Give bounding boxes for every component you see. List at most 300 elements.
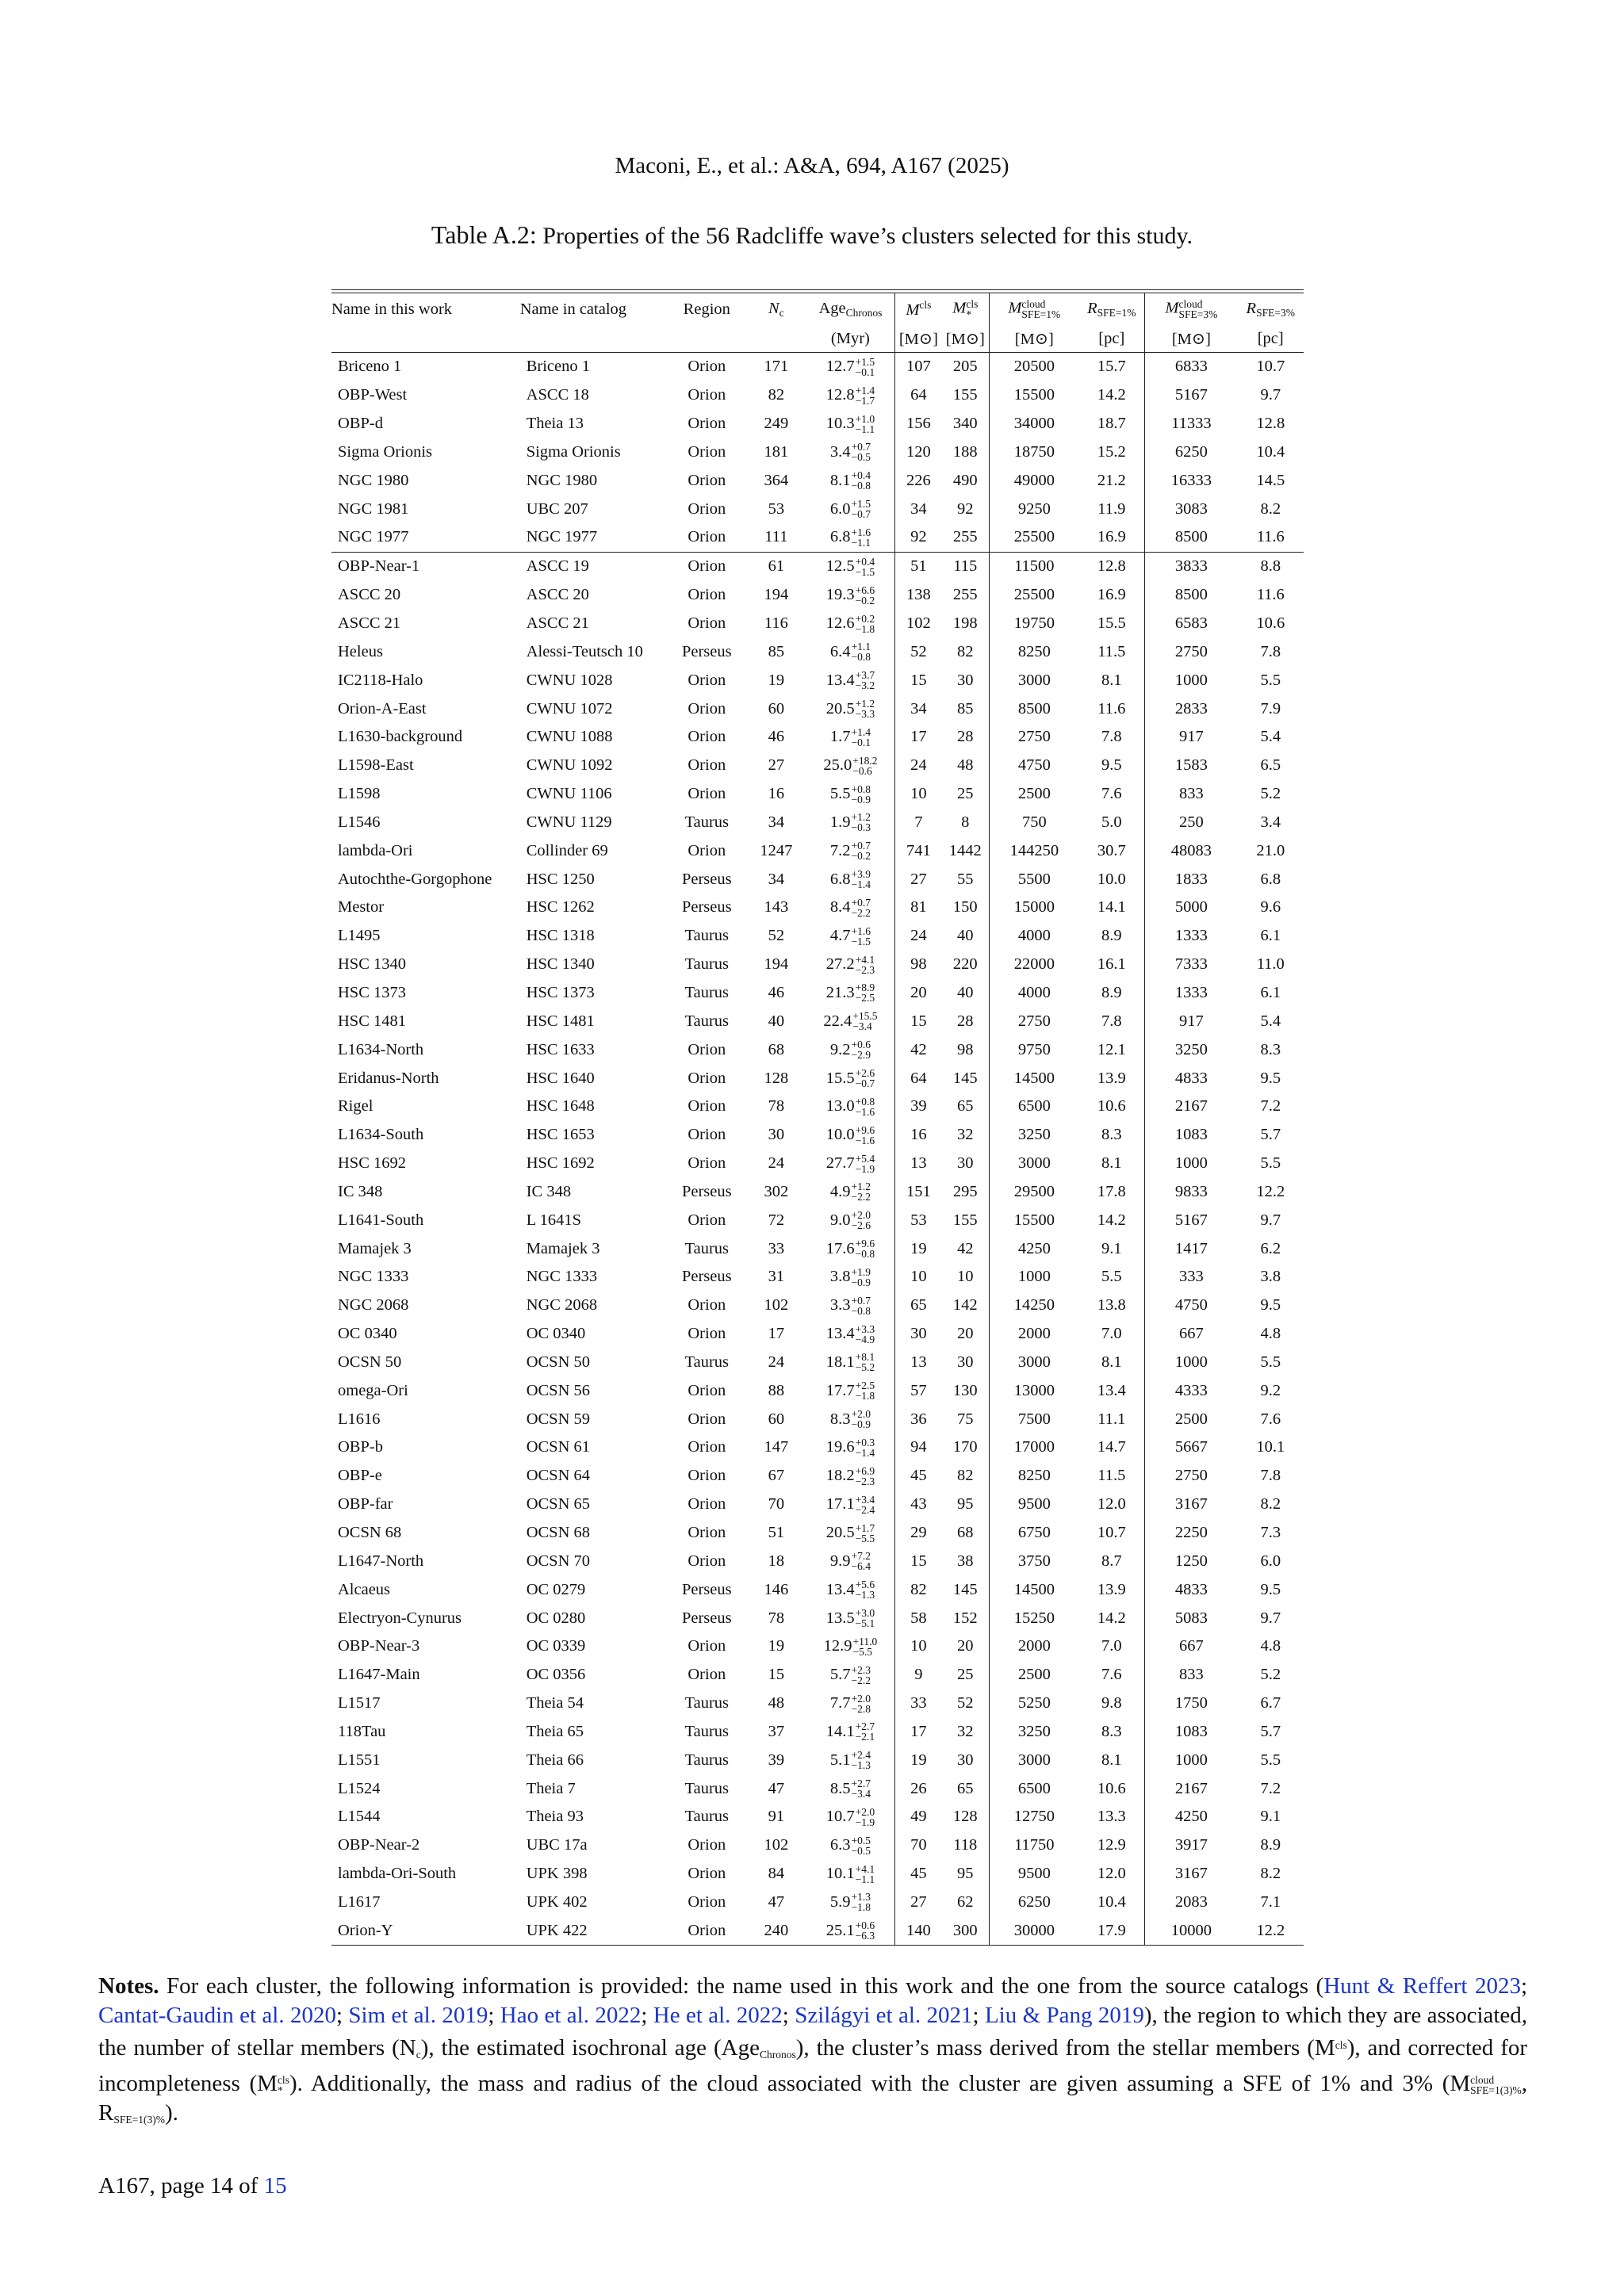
cell-r3: 6.7 bbox=[1260, 1694, 1281, 1712]
cell-mstar: 92 bbox=[957, 499, 974, 518]
cell-name-catalog: OCSN 65 bbox=[526, 1495, 590, 1513]
cell-mcloud1: 2750 bbox=[990, 1007, 1079, 1035]
cell-mstar: 95 bbox=[957, 1495, 974, 1513]
cell-nc: 34 bbox=[768, 813, 785, 831]
cell-mcloud3: 1833 bbox=[1145, 865, 1238, 894]
cell-name-catalog: ASCC 20 bbox=[526, 586, 589, 604]
cell-mcloud3: 1083 bbox=[1145, 1121, 1238, 1150]
cell-name-catalog: OCSN 59 bbox=[526, 1410, 590, 1428]
cell-mstar: 30 bbox=[957, 1154, 974, 1173]
cell-region: Orion bbox=[688, 1296, 726, 1314]
unit-r3: [pc] bbox=[1238, 325, 1304, 353]
citation-link[interactable]: Liu & Pang 2019 bbox=[984, 2003, 1144, 2028]
cell-nc: 27 bbox=[768, 756, 785, 775]
cell-name-catalog: Sigma Orionis bbox=[526, 442, 621, 461]
citation-link[interactable]: Sim et al. 2019 bbox=[348, 2003, 488, 2028]
cell-mcloud3: 250 bbox=[1145, 809, 1238, 837]
unit-r1: [pc] bbox=[1078, 325, 1144, 353]
table-row bbox=[331, 894, 1304, 922]
cell-r1: 14.2 bbox=[1097, 1609, 1126, 1627]
cell-mstar: 1442 bbox=[948, 841, 982, 859]
cell-r3: 7.1 bbox=[1260, 1892, 1281, 1911]
col-r3: $R_{SFE=3\%}$ bbox=[1246, 299, 1295, 319]
table-row bbox=[331, 780, 1304, 809]
cell-mcloud1: 750 bbox=[990, 809, 1079, 837]
cell-mstar: 82 bbox=[957, 1467, 974, 1485]
cell-name-work: Heleus bbox=[338, 642, 383, 660]
cell-region: Orion bbox=[688, 1467, 726, 1485]
cell-name-catalog: ASCC 21 bbox=[526, 614, 589, 633]
cell-name-catalog: OC 0339 bbox=[526, 1637, 586, 1655]
notes-heading: Notes. bbox=[98, 1973, 159, 1999]
cell-r1: 10.4 bbox=[1097, 1892, 1126, 1911]
cell-mcls: 13 bbox=[895, 1349, 941, 1377]
cell-mcloud1: 3000 bbox=[990, 1349, 1079, 1377]
cell-region: Orion bbox=[688, 1495, 726, 1513]
cell-mcls: 120 bbox=[895, 438, 941, 467]
cell-mcls: 34 bbox=[895, 695, 941, 723]
cell-age: 8.4 +0.7 −2.2 bbox=[829, 896, 871, 919]
cell-mstar: 20 bbox=[957, 1325, 974, 1343]
cell-mcls: 24 bbox=[895, 922, 941, 951]
cell-nc: 19 bbox=[768, 671, 785, 689]
cell-region: Orion bbox=[688, 1325, 726, 1343]
cell-mcloud1: 7500 bbox=[990, 1405, 1079, 1433]
cell-r1: 8.1 bbox=[1101, 1353, 1122, 1371]
cell-r3: 7.8 bbox=[1260, 642, 1281, 660]
cell-r1: 11.9 bbox=[1097, 499, 1126, 518]
cell-nc: 91 bbox=[768, 1808, 785, 1826]
cell-name-catalog: OCSN 70 bbox=[526, 1552, 590, 1570]
cell-region: Orion bbox=[688, 614, 726, 633]
cell-name-work: OCSN 50 bbox=[338, 1353, 402, 1371]
table-row bbox=[331, 1064, 1304, 1093]
cell-mcloud1: 12750 bbox=[990, 1803, 1079, 1831]
table-body bbox=[331, 353, 1304, 1946]
cell-age: 8.5 +2.7 −3.4 bbox=[829, 1777, 871, 1800]
cell-r1: 7.0 bbox=[1101, 1637, 1122, 1655]
cell-mcloud3: 2167 bbox=[1145, 1774, 1238, 1803]
table-row bbox=[331, 666, 1304, 695]
cell-age: 15.5 +2.6 −0.7 bbox=[825, 1067, 875, 1090]
col-name-work: Name in this work bbox=[331, 300, 453, 318]
table-row bbox=[331, 1121, 1304, 1150]
cell-name-work: ASCC 20 bbox=[338, 586, 401, 604]
cell-mcloud1: 22000 bbox=[990, 951, 1079, 979]
cell-age: 9.0 +2.0 −2.6 bbox=[829, 1209, 871, 1232]
cell-r3: 8.8 bbox=[1238, 552, 1304, 580]
cell-age: 9.9 +7.2 −6.4 bbox=[829, 1550, 871, 1573]
cell-region: Orion bbox=[688, 1637, 726, 1655]
table-row bbox=[331, 438, 1304, 467]
cell-mcloud1: 29500 bbox=[990, 1177, 1079, 1206]
col-mstar: M cls * bbox=[952, 298, 979, 320]
cell-region: Orion bbox=[688, 1666, 726, 1684]
cell-region: Taurus bbox=[684, 1353, 730, 1371]
cell-mcloud1: 3000 bbox=[990, 1150, 1079, 1178]
cell-age: 18.1 +8.1 −5.2 bbox=[825, 1351, 875, 1374]
cell-name-work: L1616 bbox=[338, 1410, 381, 1428]
cell-region: Orion bbox=[688, 528, 726, 546]
cell-mstar: 145 bbox=[952, 1580, 978, 1598]
cell-r1: 5.5 bbox=[1101, 1268, 1122, 1286]
cell-mcloud1: 2000 bbox=[990, 1320, 1079, 1349]
cell-nc: 19 bbox=[768, 1637, 785, 1655]
cell-name-catalog: UPK 422 bbox=[520, 1916, 668, 1945]
cell-mstar: 55 bbox=[957, 870, 974, 888]
cell-age: 19.6 +0.3 −1.4 bbox=[825, 1436, 875, 1459]
cell-nc: 70 bbox=[768, 1495, 785, 1513]
cell-age: 3.4 +0.7 −0.5 bbox=[829, 441, 871, 464]
cell-name-work: IC2118-Halo bbox=[338, 671, 423, 689]
cell-name-work: OBP-far bbox=[338, 1495, 393, 1513]
cell-nc: 52 bbox=[768, 927, 785, 945]
cell-age: 6.4 +1.1 −0.8 bbox=[829, 641, 871, 664]
cell-region: Perseus bbox=[681, 1182, 732, 1200]
cell-mcloud1: 5250 bbox=[990, 1689, 1079, 1718]
cell-mcloud3: 1750 bbox=[1145, 1689, 1238, 1718]
cell-mstar: 62 bbox=[957, 1892, 974, 1911]
cell-name-work: L1495 bbox=[338, 927, 381, 945]
cell-mcls: 64 bbox=[895, 1064, 941, 1093]
cell-r1: 7.0 bbox=[1101, 1325, 1122, 1343]
cell-mcloud3: 6250 bbox=[1145, 438, 1238, 467]
running-head: Maconi, E., et al.: A&A, 694, A167 (2025) bbox=[615, 153, 1009, 178]
cell-age: 6.8 +1.6 −1.1 bbox=[829, 526, 871, 549]
cell-nc: 24 bbox=[768, 1154, 785, 1173]
cell-mcloud1: 2000 bbox=[990, 1632, 1079, 1661]
cell-r3: 5.5 bbox=[1260, 1154, 1281, 1173]
cell-name-catalog: ASCC 19 bbox=[520, 552, 668, 580]
cell-name-work: L1524 bbox=[338, 1779, 381, 1797]
table-row bbox=[331, 1007, 1304, 1035]
cluster-properties-table bbox=[331, 289, 1304, 1946]
col-name-catalog: Name in catalog bbox=[519, 300, 627, 318]
cell-region: Taurus bbox=[684, 1012, 730, 1030]
table-row bbox=[331, 1405, 1304, 1433]
cell-mcls: 27 bbox=[895, 1888, 941, 1917]
cell-r1: 30.7 bbox=[1097, 841, 1126, 859]
cell-r3: 10.1 bbox=[1256, 1438, 1285, 1456]
cell-mcloud1: 3250 bbox=[990, 1121, 1079, 1150]
cell-r3: 3.4 bbox=[1260, 813, 1281, 831]
cell-nc: 33 bbox=[768, 1239, 785, 1257]
citation-link[interactable]: Hunt & Reffert 2023 bbox=[1323, 1973, 1521, 1999]
page-footer: A167, page 14 of 15 bbox=[98, 2173, 287, 2198]
cell-mcls: 10 bbox=[895, 1632, 941, 1661]
cell-mcls: 27 bbox=[895, 865, 941, 894]
table-row bbox=[331, 1575, 1304, 1604]
cell-age: 8.1 +0.4 −0.8 bbox=[829, 469, 871, 492]
cell-mcloud1: 15500 bbox=[990, 1206, 1079, 1234]
cell-r3: 5.5 bbox=[1260, 671, 1281, 689]
cell-age: 4.7 +1.6 −1.5 bbox=[829, 924, 871, 947]
cell-mstar: 170 bbox=[952, 1438, 978, 1456]
table-row bbox=[331, 581, 1304, 610]
cell-name-work: NGC 1980 bbox=[338, 471, 409, 489]
cell-region: Perseus bbox=[681, 1609, 732, 1627]
unit-mcloud3: [M⊙] bbox=[1145, 325, 1238, 353]
cell-mstar: 300 bbox=[941, 1916, 989, 1945]
cell-region: Orion bbox=[688, 471, 726, 489]
cell-mcloud3: 3250 bbox=[1145, 1035, 1238, 1064]
cell-nc: 249 bbox=[764, 415, 789, 433]
cell-mstar: 145 bbox=[952, 1069, 978, 1087]
cell-mcloud3: 48083 bbox=[1145, 836, 1238, 865]
cell-mcloud1: 15000 bbox=[990, 894, 1079, 922]
cell-name-work: Electryon-Cynurus bbox=[338, 1609, 462, 1627]
table-row bbox=[331, 523, 1304, 552]
cell-region: Taurus bbox=[684, 1751, 730, 1769]
table-row bbox=[331, 1831, 1304, 1860]
cell-mcloud3: 2833 bbox=[1145, 695, 1238, 723]
cell-mstar: 10 bbox=[957, 1268, 974, 1286]
cell-mcloud1: 8250 bbox=[990, 637, 1079, 666]
cell-name-catalog: OCSN 68 bbox=[526, 1524, 590, 1542]
cell-mcls: 51 bbox=[895, 552, 941, 580]
cell-name-catalog: Collinder 69 bbox=[526, 841, 608, 859]
cell-mcloud1: 3750 bbox=[990, 1547, 1079, 1575]
cell-r3: 7.2 bbox=[1260, 1097, 1281, 1115]
cell-mcls: 102 bbox=[895, 610, 941, 638]
table-row bbox=[331, 836, 1304, 865]
cell-name-work: Alcaeus bbox=[338, 1580, 391, 1598]
cell-region: Perseus bbox=[681, 898, 732, 916]
cell-name-work: L1598-East bbox=[338, 756, 414, 775]
cell-age: 3.3 +0.7 −0.8 bbox=[829, 1294, 871, 1317]
cell-r1: 14.1 bbox=[1097, 898, 1126, 916]
cell-mstar: 52 bbox=[957, 1694, 974, 1712]
table-row bbox=[331, 353, 1304, 381]
cell-nc: 128 bbox=[764, 1069, 789, 1087]
cell-mcloud3: 1000 bbox=[1145, 666, 1238, 695]
cell-mcls: 45 bbox=[895, 1462, 941, 1490]
table-row bbox=[331, 1206, 1304, 1234]
cell-mcloud1: 4750 bbox=[990, 752, 1079, 780]
cell-name-catalog: HSC 1318 bbox=[526, 927, 595, 945]
cell-nc: 60 bbox=[768, 1410, 785, 1428]
cell-r3: 5.2 bbox=[1260, 1666, 1281, 1684]
cell-name-catalog: NGC 2068 bbox=[526, 1296, 598, 1314]
cell-mcloud3: 4250 bbox=[1145, 1803, 1238, 1831]
cell-name-work: HSC 1373 bbox=[338, 983, 407, 1001]
cell-age: 6.8 +3.9 −1.4 bbox=[829, 868, 871, 891]
cell-mcls: 57 bbox=[895, 1376, 941, 1405]
cell-r1: 13.9 bbox=[1097, 1580, 1126, 1598]
citation-link[interactable]: Cantat-Gaudin et al. 2020 bbox=[98, 2003, 336, 2028]
cell-nc: 68 bbox=[768, 1040, 785, 1058]
cell-mcloud1: 9500 bbox=[990, 1490, 1079, 1519]
cell-r1: 8.3 bbox=[1101, 1126, 1122, 1144]
cell-name-catalog: Theia 65 bbox=[526, 1722, 584, 1740]
cell-r3: 8.2 bbox=[1260, 1495, 1281, 1513]
cell-r3: 21.0 bbox=[1256, 841, 1285, 859]
cell-age: 25.1 +0.6 −6.3 bbox=[806, 1916, 895, 1945]
cell-mcls: 10 bbox=[895, 1263, 941, 1292]
table-row bbox=[331, 1490, 1304, 1519]
cell-mstar: 25 bbox=[957, 785, 974, 803]
cell-r1: 9.1 bbox=[1101, 1239, 1122, 1257]
cell-r3: 6.1 bbox=[1260, 927, 1281, 945]
cell-region: Orion bbox=[688, 785, 726, 803]
cell-name-work: Autochthe-Gorgophone bbox=[338, 870, 492, 888]
cell-mcloud3: 9833 bbox=[1145, 1177, 1238, 1206]
cell-r1: 18.7 bbox=[1097, 415, 1126, 433]
cell-mcloud3: 1250 bbox=[1145, 1547, 1238, 1575]
table-row bbox=[331, 1292, 1304, 1320]
cell-r3: 7.8 bbox=[1260, 1467, 1281, 1485]
cell-region: Orion bbox=[688, 499, 726, 518]
header-row bbox=[331, 293, 1304, 326]
cell-mstar: 20 bbox=[957, 1637, 974, 1655]
cell-age: 5.1 +2.4 −1.3 bbox=[829, 1749, 871, 1772]
cell-mstar: 150 bbox=[952, 898, 978, 916]
cell-age: 1.9 +1.2 −0.3 bbox=[829, 811, 871, 834]
cell-mcloud3: 4833 bbox=[1145, 1575, 1238, 1604]
cell-name-work: omega-Ori bbox=[338, 1381, 408, 1399]
cell-mcls: 82 bbox=[895, 1575, 941, 1604]
cell-mstar: 8 bbox=[961, 813, 970, 831]
cell-mstar: 220 bbox=[952, 955, 978, 974]
cell-nc: 78 bbox=[768, 1097, 785, 1115]
cell-name-work: L1634-South bbox=[338, 1126, 424, 1144]
total-pages-link[interactable]: 15 bbox=[263, 2173, 287, 2198]
cell-r3: 8.2 bbox=[1260, 499, 1281, 518]
cell-name-work: NGC 2068 bbox=[338, 1296, 409, 1314]
citation-link[interactable]: He et al. 2022 bbox=[653, 2003, 783, 2028]
cell-age: 5.7 +2.3 −2.2 bbox=[829, 1663, 871, 1686]
cell-age: 3.8 +1.9 −0.9 bbox=[829, 1265, 871, 1288]
cell-mcloud1: 6500 bbox=[990, 1093, 1079, 1121]
cluster-table-container bbox=[331, 289, 1304, 1946]
cell-r1: 16.9 bbox=[1097, 586, 1126, 604]
cell-mcls: 33 bbox=[895, 1689, 941, 1718]
cell-mcls: 7 bbox=[895, 809, 941, 837]
cell-name-catalog: Mamajek 3 bbox=[526, 1239, 600, 1257]
citation-link[interactable]: Hao et al. 2022 bbox=[500, 2003, 642, 2028]
cell-region: Orion bbox=[688, 415, 726, 433]
citation-link[interactable]: Szilágyi et al. 2021 bbox=[795, 2003, 973, 2028]
cell-r3: 11.0 bbox=[1256, 955, 1285, 974]
table-row bbox=[331, 1661, 1304, 1689]
cell-region: Orion bbox=[667, 552, 746, 580]
cell-name-work: L1634-North bbox=[338, 1040, 424, 1058]
cell-age: 13.5 +3.0 −5.1 bbox=[825, 1607, 875, 1630]
cell-name-catalog: HSC 1633 bbox=[526, 1040, 595, 1058]
table-row bbox=[331, 1547, 1304, 1575]
cell-nc: 39 bbox=[768, 1751, 785, 1769]
cell-mcloud3: 667 bbox=[1145, 1632, 1238, 1661]
cell-r1: 8.1 bbox=[1101, 1751, 1122, 1769]
cell-age: 19.3 +6.6 −0.2 bbox=[825, 584, 875, 607]
cell-name-work: L1647-Main bbox=[338, 1666, 420, 1684]
cell-r1: 15.7 bbox=[1097, 358, 1126, 376]
cell-name-catalog: NGC 1977 bbox=[526, 528, 598, 546]
cell-r3: 10.6 bbox=[1256, 614, 1285, 633]
cell-r3: 12.2 bbox=[1256, 1182, 1285, 1200]
cell-mcloud1: 34000 bbox=[990, 410, 1079, 438]
cell-r1: 10.6 bbox=[1097, 1779, 1126, 1797]
cell-name-work: L1617 bbox=[338, 1892, 381, 1911]
cell-r3: 10.7 bbox=[1256, 358, 1285, 376]
cell-nc: 181 bbox=[764, 442, 789, 461]
cell-mstar: 198 bbox=[952, 614, 978, 633]
cell-name-catalog: NGC 1980 bbox=[526, 471, 598, 489]
table-row bbox=[331, 865, 1304, 894]
cell-name-work: L1546 bbox=[338, 813, 381, 831]
cell-mcloud3: 1000 bbox=[1145, 1746, 1238, 1774]
cell-r3: 6.0 bbox=[1260, 1552, 1281, 1570]
cell-age: 4.9 +1.2 −2.2 bbox=[829, 1181, 871, 1203]
cell-mcloud1: 4250 bbox=[990, 1234, 1079, 1263]
cell-nc: 1247 bbox=[760, 841, 793, 859]
cell-mcloud3: 1333 bbox=[1145, 922, 1238, 951]
cell-mstar: 28 bbox=[957, 1012, 974, 1030]
cell-mcls: 19 bbox=[895, 1746, 941, 1774]
table-row bbox=[331, 1177, 1304, 1206]
cell-mcls: 81 bbox=[895, 894, 941, 922]
cell-name-work: NGC 1977 bbox=[338, 528, 409, 546]
table-row bbox=[331, 637, 1304, 666]
cell-mcloud1: 14500 bbox=[990, 1064, 1079, 1093]
cell-name-catalog: Theia 7 bbox=[526, 1779, 576, 1797]
cell-mcloud1: 6250 bbox=[990, 1888, 1079, 1917]
cell-r1: 13.4 bbox=[1097, 1381, 1126, 1399]
cell-mcloud3: 5000 bbox=[1145, 894, 1238, 922]
cell-mstar: 255 bbox=[952, 586, 978, 604]
cell-age: 21.3 +8.9 −2.5 bbox=[825, 982, 875, 1004]
cell-mcls: 15 bbox=[895, 666, 941, 695]
cell-name-catalog: UBC 207 bbox=[526, 499, 588, 518]
cell-name-catalog: HSC 1481 bbox=[526, 1012, 595, 1030]
cell-mcloud3: 1000 bbox=[1145, 1349, 1238, 1377]
cell-r3: 7.9 bbox=[1260, 699, 1281, 718]
cell-nc: 24 bbox=[768, 1353, 785, 1371]
cell-nc: 40 bbox=[768, 1012, 785, 1030]
cell-name-catalog: OC 0340 bbox=[526, 1325, 586, 1343]
cell-mcls: 26 bbox=[895, 1774, 941, 1803]
cell-name-catalog: HSC 1373 bbox=[526, 983, 595, 1001]
cell-nc: 60 bbox=[768, 699, 785, 718]
cell-nc: 78 bbox=[768, 1609, 785, 1627]
table-caption bbox=[0, 220, 1624, 250]
cell-nc: 61 bbox=[746, 552, 806, 580]
cell-name-work: ASCC 21 bbox=[338, 614, 401, 633]
table-row bbox=[331, 1519, 1304, 1548]
col-mcls: $M^{cls}$ bbox=[895, 293, 941, 326]
cell-region: Orion bbox=[688, 586, 726, 604]
cell-region: Taurus bbox=[684, 955, 730, 974]
cell-name-work: 118Tau bbox=[338, 1722, 386, 1740]
cell-mcls: 16 bbox=[895, 1121, 941, 1150]
table-row bbox=[331, 1803, 1304, 1831]
cell-age: 14.1 +2.7 −2.1 bbox=[825, 1720, 875, 1743]
cell-mcloud1: 17000 bbox=[990, 1433, 1079, 1462]
cell-mcls: 24 bbox=[895, 752, 941, 780]
cell-region: Taurus bbox=[684, 1722, 730, 1740]
cell-r3: 10.4 bbox=[1256, 442, 1285, 461]
cell-mcloud3: 833 bbox=[1145, 1661, 1238, 1689]
cell-mstar: 25 bbox=[957, 1666, 974, 1684]
cell-age: 17.1 +3.4 −2.4 bbox=[825, 1493, 875, 1516]
cell-r1: 13.8 bbox=[1097, 1296, 1126, 1314]
cell-r3: 6.5 bbox=[1260, 756, 1281, 775]
cell-nc: 48 bbox=[768, 1694, 785, 1712]
cell-mcloud1: 6750 bbox=[990, 1519, 1079, 1548]
cell-mcloud1: 18750 bbox=[990, 438, 1079, 467]
cell-mstar: 205 bbox=[952, 358, 978, 376]
cell-r1: 12.0 bbox=[1097, 1495, 1126, 1513]
